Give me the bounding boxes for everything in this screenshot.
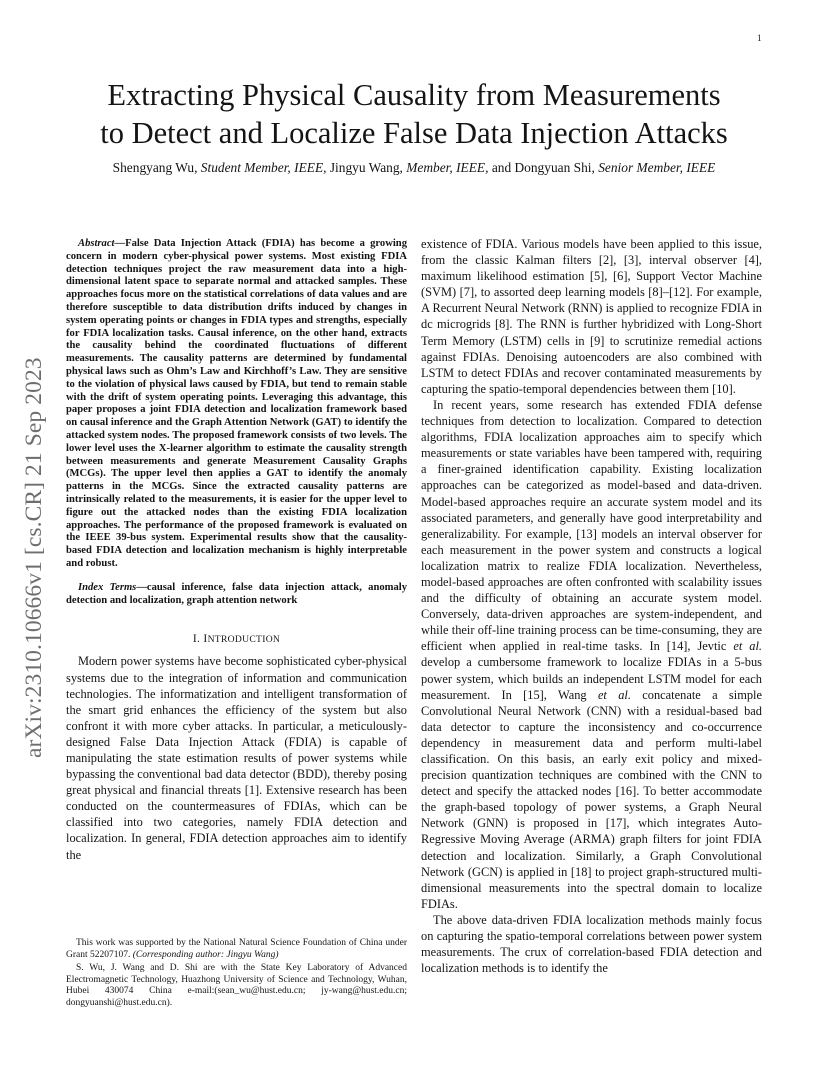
section-numeral: I. — [192, 632, 201, 646]
p2-text-a: In recent years, some research has extended FDIA defense techniques from detection to localization. Compared to detection algorithms, FDIA localization approaches aim to specify which measurements or state variables have been tampered with, requiring a finer-grained identification capability. Existing localization approaches can be categorized as model-based and data-driven. Model-based approaches require an accurate system model and its associated parameters, and generally have good interpretability and generalizability. For example, [13] models an interval observer for each measurement in the power system and constructs a logical localization matrix to realize FDIA localization. Nevertheless, model-based approaches are often confronted with scalability issues and the difficulty of obtaining an accurate system model. Conversely, data-driven approaches are system-independent, and while their off-line training process can be time-consuming, they are efficient when applied in real-time tasks. In [14], Jevtic — [421, 397, 762, 654]
author-1-role: Student Member, IEEE, — [200, 160, 327, 175]
intro-paragraph-1: Modern power systems have become sophisticated cyber-physical systems due to the integration of information and communication technologies. The informatization and intelligent transformation of the smart grid enhances the efficiency of the system but also confront it with more cyber attacks. In particular, a meticulously-designed False Data Injection Attack (FDIA) is capable of manipulating the state estimation results of power systems while bypassing the conventional bad data detector (BDD), thereby posing great physical and financial threats [1]. Extensive research has been conducted on the countermeasures of FDIAs, which can be classified into two categories, namely FDIA detection and localization. In general, FDIA detection approaches aim to identify the — [66, 654, 407, 862]
abstract-label: Abstract — [78, 238, 115, 249]
p2-text-b: develop a cumbersome framework to localize FDIAs in a 5-bus power system, which builds an independent LSTM model for each measurement. In [15], Wang — [421, 655, 762, 702]
title-line-1: Extracting Physical Causality from Measurements — [107, 78, 721, 112]
author-line — [60, 160, 768, 176]
abstract-text: —False Data Injection Attack (FDIA) has become a growing concern in modern cyber-physical power systems. Most existing FDIA detection techniques project the raw measurement data into a high-dimensional latent space to separate normal and attacked samples. These approaches focus more on the statistical correlations of data values and are therefore susceptible to data distribution drifts induced by changes in system operating points or changes in FDIA types and strengths, especially for FDIA localization tasks. Causal inference, on the other hand, extracts the causality behind the coordinated fluctuations of different measurements. The causality patterns are determined by fundamental physical laws such as Ohm’s Law and Kirchhoff’s Law. They are sensitive to the violation of physical laws caused by FDIA, but tend to remain stable with the drift of system operating points. Leveraging this advantage, this paper proposes a joint FDIA detection and localization framework based on causal inference and the Graph Attention Network (GAT) to identify the attacked system nodes. The proposed framework consists of two levels. The lower level uses the X-learner algorithm to estimate the causality strength between measurements and generate Measurement Causality Graphs (MCGs). The upper level then applies a GAT to identify the anomaly patterns in the MCGs. Since the extracted causality patterns are intrinsically related to the measurements, it is easier for the upper level to figure out the attacked nodes than the existing FDIA localization approaches. The performance of the proposed framework is evaluated on the IEEE 39-bus system. Experimental results show that the causality-based FDIA detection and localization mechanism is highly interpretable and robust. — [66, 238, 407, 569]
intro-paragraph-3: The above data-driven FDIA localization methods mainly focus on capturing the spatio-temporal correlations between power system measurements. The crux of correlation-based FDIA detection and localization methods is to identify the — [421, 912, 762, 976]
intro-paragraph-1-cont: existence of FDIA. Various models have been applied to this issue, from the classic Kalman filters [2], [3], interval observer [4], maximum likelihood estimation [5], [6], Support Vector Machine (SVM) [7], to assorted deep learning models [8]–[12]. For example, A Recurrent Neural Network (RNN) is applied to recognize FDIA in dc microgrids [8]. The RNN is further hybridized with Long-Short Term Memory (LSTM) cells in [9] to scrutinize remedial actions against FDIAs. Denoising autoencoders are also combined with LSTM to detect FDIAs and recover contaminated measurements by capturing the spatio-temporal dependencies between them [10]. — [421, 237, 762, 396]
author-1: Shengyang Wu, — [112, 160, 198, 175]
author-3: and Dongyuan Shi, — [491, 160, 595, 175]
section-title-first: I — [203, 632, 208, 646]
arxiv-stamp: arXiv:2310.10666v1 [cs.CR] 21 Sep 2023 — [21, 357, 47, 758]
left-column — [66, 238, 407, 863]
right-column — [421, 236, 762, 976]
author-3-role: Senior Member, IEEE — [598, 160, 716, 175]
section-heading — [66, 631, 407, 648]
et-al-1: et al. — [733, 639, 762, 654]
footnote-funding-text: This work was supported by the National Natural Science Foundation of China under Grant 52207107. — [66, 938, 407, 960]
p2-text-c: concatenate a simple Convolutional Neural Network (CNN) with a residual-based bad data detector to capture the inconsistency and co-occurrence dependency in measurement data and perform multi-label classification. On this basis, an early exit policy and mixed-precision quantization techniques are combined with the CNN to detect and specify the attacked nodes [16]. To better accommodate the graph-based topology of power systems, a Graph Neural Network (GNN) is proposed in [17], which integrates Auto-Regressive Moving Average (ARMA) graph filters for joint FDIA detection and localization. Similarly, a Graph Convolutional Network (GCN) is applied in [18] to project graph-structured multi-dimensional measurements into the spectral domain to localize FDIAs. — [421, 687, 762, 911]
section-title-rest: NTRODUCTION — [207, 634, 281, 646]
index-terms-text: —causal inference, false data injection attack, anomaly detection and localization, graph attention network — [66, 581, 407, 606]
title-line-2: to Detect and Localize False Data Injection Attacks — [100, 116, 728, 150]
et-al-2: et al. — [597, 687, 631, 702]
footnote-funding — [66, 938, 407, 961]
page-number: 1 — [757, 33, 762, 43]
intro-paragraph-2 — [421, 397, 762, 912]
footnotes — [66, 938, 407, 1010]
index-terms — [66, 582, 407, 608]
index-terms-label: Index Terms — [78, 581, 137, 593]
author-2: Jingyu Wang, — [329, 160, 403, 175]
footnote-corresponding: (Corresponding author: Jingyu Wang) — [132, 949, 279, 960]
author-2-role: Member, IEEE, — [406, 160, 489, 175]
abstract — [66, 238, 407, 571]
paper-title — [60, 76, 768, 152]
footnote-affiliation: S. Wu, J. Wang and D. Shi are with the State Key Laboratory of Advanced Electromagnetic Technology, Huazhong University of Science and Technology, Wuhan, Hubei 430074 China e-mail:(sean_wu@hust.edu.cn; jy-wang@hust.edu.cn; dongyuanshi@hust.edu.cn). — [66, 963, 407, 1008]
